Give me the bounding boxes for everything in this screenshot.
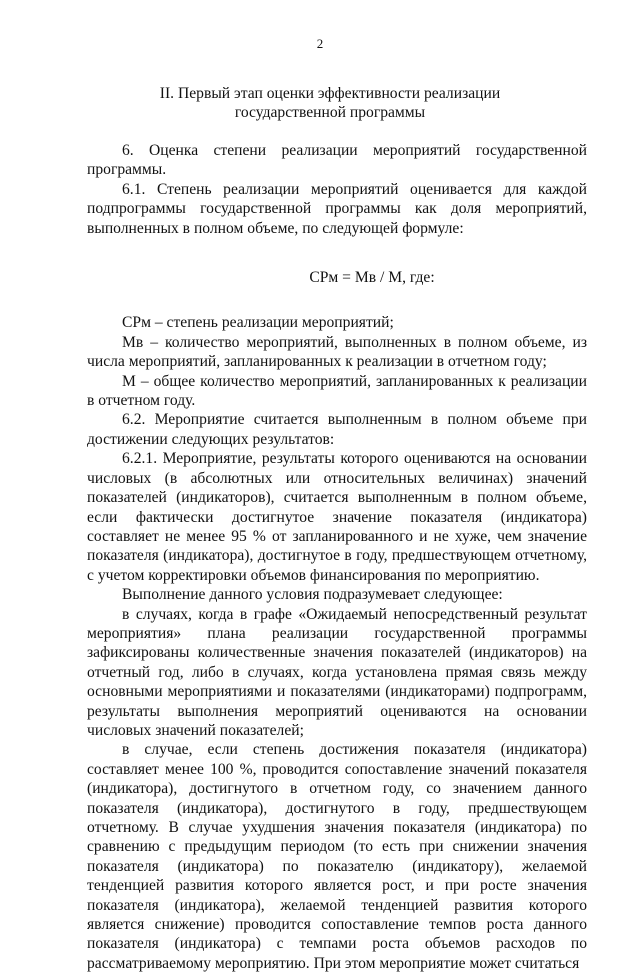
page-number: 2 [316,36,324,51]
definition-mv: Мв – количество мероприятий, выполненных в полном объеме, из числа мероприятий, запланированных к реализации в отчетном году; [87,333,587,371]
paragraph-6-2-1: 6.2.1. Мероприятие, результаты которого оцениваются на основании числовых (в абсолютных или относительных величинах) значений показателей (индикаторов), считается выполненным в полном объеме, если фактически достигнутое значение показателя (индикатора) составляет не менее 95 % от запланированного и не хуже, чем значение показателя (индикатора), достигнутое в году, предшествующем отчетному, с учетом корректировки объемов финансирования по мероприятию. [87,450,587,584]
paragraph-6: 6. Оценка степени реализации мероприятий государственной программы. [87,142,587,179]
definition-srm: СРм – степень реализации мероприятий; [122,314,394,332]
paragraph-6-2: 6.2. Мероприятие считается выполненным в полном объеме при достижении следующих результатов: [87,411,587,448]
case-paragraph-1: в случаях, когда в графе «Ожидаемый непосредственный результат мероприятия» плана реализации государственной программы зафиксированы количественные значения показателей (индикаторов) на отчетный год, либо в случаях, когда установлена прямая связь между основными мероприятиями и показателями (индикаторами) подпрограмм, результаты выполнения мероприятий оцениваются на основании числовых значений показателей; [87,605,587,739]
formula: СРм = Мв / М, где: [309,269,435,287]
definition-m: М – общее количество мероприятий, запланированных к реализации в отчетном году. [87,372,587,410]
condition-intro: Выполнение данного условия подразумевает следующее: [122,586,503,604]
document-body [87,141,587,973]
section-heading: II. Первый этап оценки эффективности реализации государственной программы [159,85,501,121]
paragraph-6-1: 6.1. Степень реализации мероприятий оценивается для каждой подпрограммы государственной программы как доля мероприятий, выполненных в полном объеме, по следующей формуле: [87,180,587,237]
case-paragraph-2: в случае, если степень достижения показателя (индикатора) составляет менее 100 %, проводится сопоставление значений показателя (индикатора), достигнутого в отчетном году, со значением данного показателя (индикатора), достигнутого в году, предшествующем отчетному. В случае ухудшения значения показателя (индикатора) по сравнению с предыдущим периодом (то есть при снижении значения показателя (индикатора) по показателю (индикатору), желаемой тенденцией развития которого является рост, и при росте значения показателя (индикатора), желаемой тенденцией развития которого является снижение) проводится сопоставление темпов роста данного показателя (индикатора) с темпами роста объемов расходов по рассматриваемому мероприятию. При этом мероприятие может считаться [87,741,587,972]
